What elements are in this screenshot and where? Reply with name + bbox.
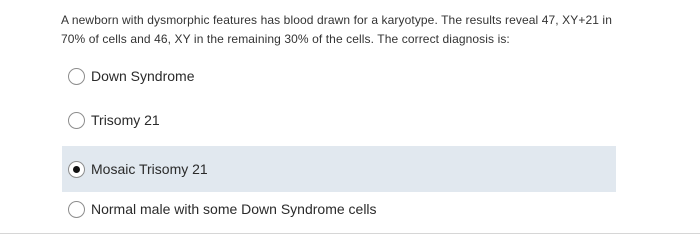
option-label: Trisomy 21 bbox=[91, 112, 160, 128]
option-label: Normal male with some Down Syndrome cells bbox=[91, 201, 377, 217]
divider bbox=[0, 233, 700, 234]
radio-button[interactable] bbox=[68, 68, 85, 85]
option-mosaic-trisomy-21[interactable] bbox=[62, 146, 616, 192]
option-normal-male-some-down-syndrome-cells[interactable] bbox=[62, 189, 616, 229]
radio-button[interactable] bbox=[68, 201, 85, 218]
option-trisomy-21[interactable] bbox=[62, 100, 616, 140]
option-label: Mosaic Trisomy 21 bbox=[91, 161, 208, 177]
radio-dot-icon bbox=[73, 166, 80, 173]
question-line-2: 70% of cells and 46, XY in the remaining 30% of the cells. The correct diagnosis is: bbox=[61, 32, 510, 46]
radio-button[interactable] bbox=[68, 112, 85, 129]
option-label: Down Syndrome bbox=[91, 68, 195, 84]
option-down-syndrome[interactable] bbox=[62, 56, 616, 96]
question-line-1: A newborn with dysmorphic features has blood drawn for a karyotype. The results reveal 47, XY+21 in bbox=[61, 13, 612, 27]
radio-button[interactable] bbox=[68, 161, 85, 178]
